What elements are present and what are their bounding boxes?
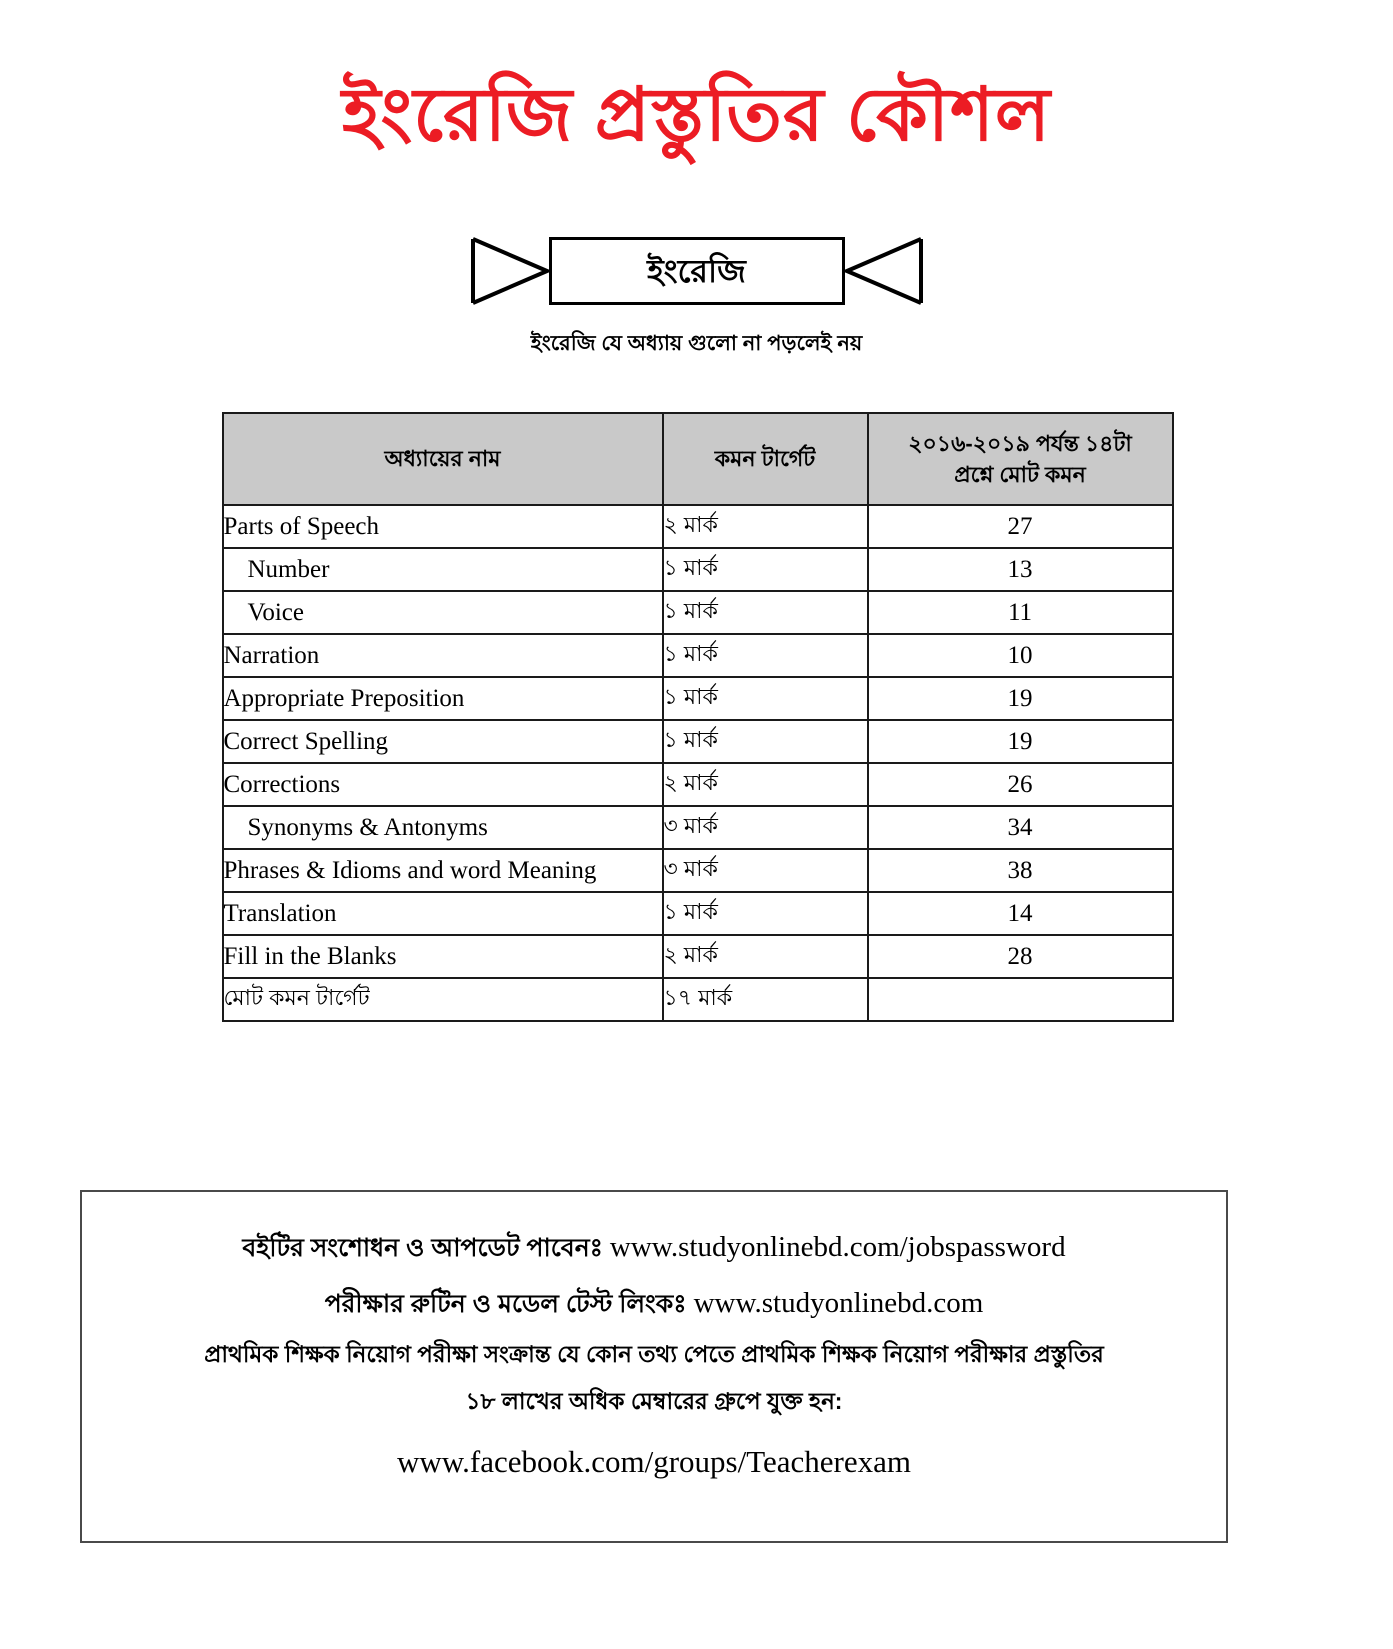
cell-total-common: 26 — [868, 763, 1173, 806]
cell-total-common: 11 — [868, 591, 1173, 634]
cell-common-target: ১ মার্ক — [663, 677, 868, 720]
ribbon-left-tail-icon — [471, 237, 549, 305]
page-title: ইংরেজি প্রস্তুতির কৌশল — [341, 73, 1051, 156]
footer-info-box — [80, 1190, 1228, 1543]
cell-common-target: ৩ মার্ক — [663, 849, 868, 892]
cell-common-target: ২ মার্ক — [663, 935, 868, 978]
header-total-common-line2: প্রশ্নে মোট কমন — [954, 462, 1086, 488]
cell-common-target: ১ মার্ক — [663, 548, 868, 591]
cell-total-common: 19 — [868, 677, 1173, 720]
cell-total-common: 13 — [868, 548, 1173, 591]
cell-common-target: ১ মার্ক — [663, 720, 868, 763]
cell-chapter-name: Parts of Speech — [223, 505, 663, 548]
table-total-row — [223, 978, 1173, 1021]
footer-line-book-update — [102, 1226, 1206, 1270]
header-total-common — [868, 413, 1173, 505]
chapters-table-container — [222, 412, 1172, 1022]
cell-common-target: ১ মার্ক — [663, 892, 868, 935]
header-common-target: কমন টার্গেট — [663, 413, 868, 505]
table-row — [223, 634, 1173, 677]
cell-total-common: 28 — [868, 935, 1173, 978]
cell-chapter-name: Narration — [223, 634, 663, 677]
sub-caption: ইংরেজি যে অধ্যায় গুলো না পড়লেই নয় — [530, 332, 863, 356]
header-chapter-name: অধ্যায়ের নাম — [223, 413, 663, 505]
cell-total-label: মোট কমন টার্গেট — [223, 978, 663, 1021]
cell-chapter-name: Corrections — [223, 763, 663, 806]
cell-chapter-name: Synonyms & Antonyms — [223, 806, 663, 849]
cell-total-common: 10 — [868, 634, 1173, 677]
chapters-table — [222, 412, 1174, 1022]
table-row — [223, 505, 1173, 548]
table-header-row — [223, 413, 1173, 505]
table-row — [223, 591, 1173, 634]
cell-total-common: 38 — [868, 849, 1173, 892]
footer-line-member-count: ১৮ লাখের অধিক মেম্বারের গ্রুপে যুক্ত হন: — [465, 1387, 843, 1414]
table-row — [223, 849, 1173, 892]
ribbon — [471, 237, 923, 305]
footer-line-group-info: প্রাথমিক শিক্ষক নিয়োগ পরীক্ষা সংক্রান্ত যে কোন তথ্য পেতে প্রাথমিক শিক্ষক নিয়োগ পরীক্ষার প্রস্তুতির — [204, 1341, 1104, 1367]
table-row — [223, 892, 1173, 935]
footer-label-book-update: বইটির সংশোধন ও আপডেট পাবেনঃ — [242, 1234, 603, 1262]
ribbon-right-tail-icon — [845, 237, 923, 305]
table-row — [223, 720, 1173, 763]
banner-label: ইংরেজি — [647, 253, 746, 290]
cell-common-target: ২ মার্ক — [663, 763, 868, 806]
cell-total-common: 27 — [868, 505, 1173, 548]
footer-url-studyonlinebd[interactable]: www.studyonlinebd.com — [693, 1286, 984, 1319]
cell-chapter-name: Translation — [223, 892, 663, 935]
cell-common-target: ১ মার্ক — [663, 634, 868, 677]
table-row — [223, 935, 1173, 978]
cell-chapter-name: Correct Spelling — [223, 720, 663, 763]
section-banner — [0, 237, 1393, 305]
cell-total-common: 14 — [868, 892, 1173, 935]
table-row — [223, 548, 1173, 591]
footer-line-routine — [102, 1282, 1206, 1326]
cell-chapter-name: Appropriate Preposition — [223, 677, 663, 720]
cell-chapter-name: Phrases & Idioms and word Meaning — [223, 849, 663, 892]
ribbon-label-box — [549, 237, 845, 305]
table-row — [223, 763, 1173, 806]
table-row — [223, 806, 1173, 849]
footer-url-jobspassword[interactable]: www.studyonlinebd.com/jobspassword — [609, 1231, 1066, 1263]
cell-total-common: 34 — [868, 806, 1173, 849]
footer-label-routine: পরীক্ষার রুটিন ও মডেল টেস্ট লিংকঃ — [324, 1289, 687, 1318]
table-row — [223, 677, 1173, 720]
cell-total-common: 19 — [868, 720, 1173, 763]
footer-url-facebook-group[interactable]: www.facebook.com/groups/Teacherexam — [397, 1444, 911, 1479]
cell-chapter-name: Number — [223, 548, 663, 591]
chapters-table-body — [223, 505, 1173, 1021]
header-total-common-line1: ২০১৬-২০১৯ পর্যন্ত ১৪টা — [908, 430, 1132, 456]
cell-total-count — [868, 978, 1173, 1021]
cell-common-target: ৩ মার্ক — [663, 806, 868, 849]
cell-common-target: ১ মার্ক — [663, 591, 868, 634]
cell-chapter-name: Fill in the Blanks — [223, 935, 663, 978]
cell-common-target: ২ মার্ক — [663, 505, 868, 548]
cell-chapter-name: Voice — [223, 591, 663, 634]
cell-total-mark: ১৭ মার্ক — [663, 978, 868, 1021]
